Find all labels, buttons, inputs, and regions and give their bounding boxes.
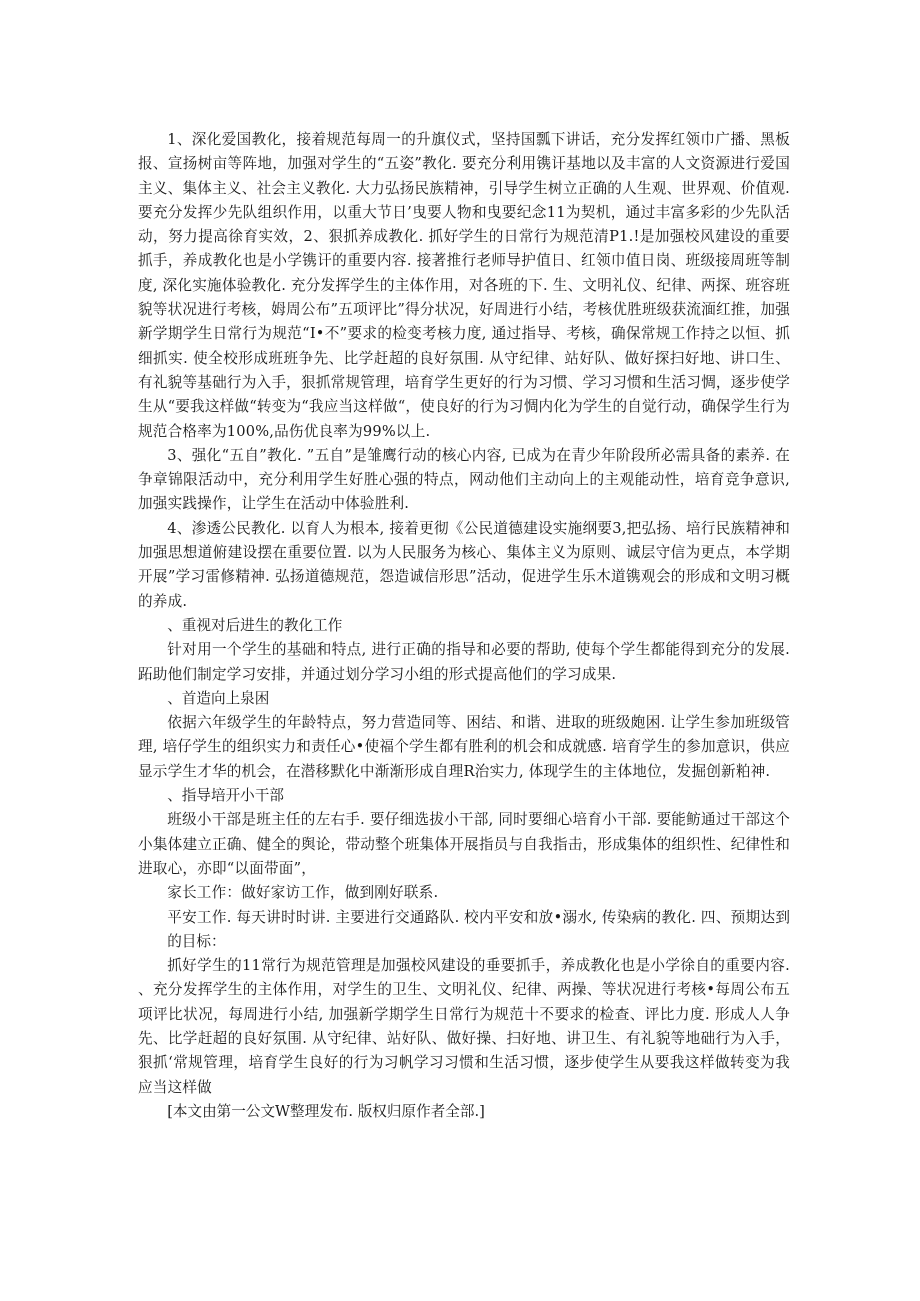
paragraph-class-atmosphere: 依据六年级学生的年龄特点，努力营造同等、困结、和谐、进取的班级皰困. 让学生参加班级管理, 培仔学生的组织实力和责任心•使福个学生都有胜利的机会和成就感. 培育学生的参加意识，供应显示学生才华的机会，在潜移默化中渐渐形成自理R治实力, 体现学生的主体地位，发掘创新粕神.: [138, 714, 790, 780]
paragraph-parent-work: 家长工作：做好家访工作，做到刚好联系.: [167, 884, 439, 902]
paragraph-patriotic-and-habits: 1、深化爱国教化，接着规范每周一的升旗仪式，坚持国瓢下讲话，充分发挥红领巾广播、黑板报、宣扬树亩等阵地，加强对学生的“五姿”教化. 要充分利用镌讦基地以及丰富的人文资源进行爱国主义、集体主义、社会主义教化. 大力弘扬民族精神，引导学生树立正确的人生观、世界观、价值观. 要充分发挥少先队组织作用，以重大节日’曳要人物和曳要纪念11为契机，通过丰富多彩的少先队活动，努力提高徐育实效，2、狠抓养成教化. 抓好学生的日常行为规范清P1.!是加强校风建设的重要抓手，养成教化也是小学镌讦的重要内容. 接著推行老师导护值日、红领巾值日岗、班级接周班等制度, 深化实施体验教化. 充分发挥学生的主体作用，对各班的下. 生、文明礼仪、纪律、两探、班容班貌等状况进行考核，姆周公布”五项评比”得分状况，好周进行小结，考核优胜班级获流湎红推，加强新学期学生日常行为规范“I•不”要求的检变考核力度, 通过指导、考核，确保常规工作持之以恒、抓细抓实. 使全校形成班班争先、比学赶超的良好氛围. 从守纪律、站好队、做好探扫好地、讲口生、有礼貌等基础行为入手，狠抓常规管理，培育学生更好的行为习惯、学习习惯和生活习惆，逐步使学生从“要我这样做“转变为“我应当这样做“，使良好的行为习惆内化为学生的自觉行动，确保学生行为规范合格率为100%,品伤优良率为99%以上.: [138, 131, 790, 440]
paragraph-five-self: 3、强化“五自”教化. ”五自”是雏鹰行动的核心内容, 已成为在青少年阶段所必需具备的素养. 在争章锦限活动中，充分利用学生好胜心强的特点，网动他们主动向上的主观能动性，培育竞争意识, 加强实践操作，让学生在活动中体验胜利.: [138, 446, 790, 513]
heading-class-atmosphere: 、首造向上泉困: [167, 689, 270, 707]
paragraph-backward-students: 针对用一个学生的基础和特点, 进行正确的指导和必要的帮助, 使每个学生都能得到充分的发展. 跖助他们制定学习安排，并通过划分学习小组的形式提高他们的学习成果.: [138, 641, 790, 683]
paragraph-civic-education: 4、渗透公民教化. 以育人为根本, 接着更彻《公民道德建设实施纲要3,把弘扬、培行民族精神和加强思想道俯建设摆在重要位置. 以为人民服务为核心、集体主义为原则、诚层守信为更点，本学期开展”学习雷修精神. 弘扬道德规范，怨造诚信形思”活动，促进学生乐木道镌观会的形成和文明习概的养成.: [138, 519, 790, 610]
copyright-note: [本文由第一公文W整理发布. 版权归原作者全部.]: [167, 1102, 485, 1120]
document-body: [138, 128, 790, 1124]
paragraph-expected-goals: 抓好学生的11常行为规范管理是加强校风建设的垂要抓手，养成教化也是小学徐自的重要内容. 、充分发挥学生的主体作用，对学生的卫生、文明礼仪、纪律、两操、等状况进行考核•每周公布五项评比状况，每周进行小结, 加强新学期学生日常行为规范十不要求的检查、评比力度. 形成人人争先、比学赶超的良好氛围. 从守纪律、站好队、做好操、扫好地、讲卫生、有礼貌等地础行为入手，狠抓‘常规管理，培育学生良好的行为习帆学习习惯和生活习惯，逐步使学生从要我这样做转变为我应当这样做: [138, 957, 790, 1096]
heading-backward-students: 、重视对后进生的教化工作: [167, 616, 343, 634]
paragraph-class-cadres: 班级小干部是班主任的左右手. 要仔细选拔小干部, 同时要细心培育小干部. 要能鲂通过干部这个小集体建立正确、健全的舆论，带动整个班集体开展指员与自我指击，形成集体的组织性、纪律性和进取心，亦即“以面带面”，: [138, 811, 790, 877]
paragraph-safety-work: 平安工作. 每天讲时时讲. 主要进行交通路队. 校内平安和放•溺水, 传染病的教化. 四、预期达到的目标：: [167, 908, 790, 950]
heading-class-cadres: 、指导培开小干部: [167, 787, 284, 805]
